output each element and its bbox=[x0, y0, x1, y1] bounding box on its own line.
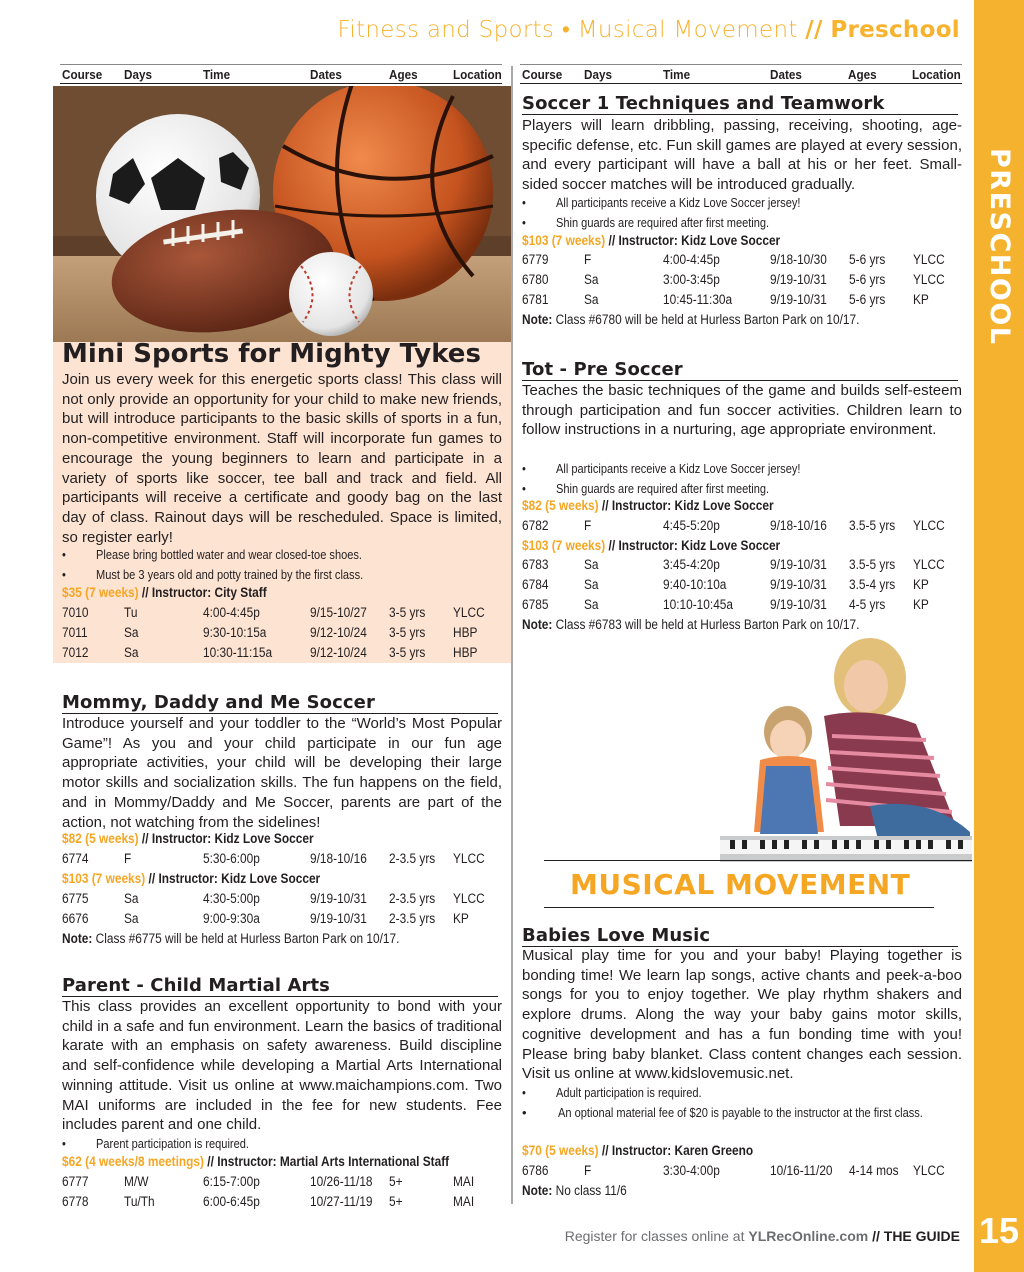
col-days: Days bbox=[124, 67, 152, 82]
soccer1-bullet: • Shin guards are required after first meeting. bbox=[522, 215, 770, 230]
tot-soccer-description: Teaches the basic techniques of the game and builds self-esteem through participation and fun soccer activities. Children learn to follow instructions in a nurturing, age appropriate environment. bbox=[522, 382, 962, 439]
column-divider bbox=[511, 66, 513, 1204]
page-header bbox=[338, 16, 960, 43]
babies-music-description: Musical play time for you and your baby! Playing together is bonding time! We learn lap songs, active chants and peek-a-boo songs for you to enjoy together. We play rhythm shakers and explore drums. Along the way your baby gains motor skills, cognitive development and has a fun bonding time with you! Please bring baby blanket. Class content changes each session. Visit us online at www.kidslovemusic.net. bbox=[522, 947, 962, 1083]
col-location: Location bbox=[453, 67, 502, 82]
page-footer bbox=[565, 1228, 960, 1244]
table-row: 6782 F 4:45-5:20p 9/18-10/16 3.5-5 yrs YLCC bbox=[522, 518, 945, 533]
price: $35 (7 weeks) bbox=[62, 585, 139, 600]
babies-music-note: Note: No class 11/6 bbox=[522, 1183, 627, 1198]
table-row: 7012 Sa 10:30-11:15a 9/12-10/24 3-5 yrs HBP bbox=[62, 645, 478, 660]
instructor: // Instructor: Kidz Love Soccer bbox=[601, 498, 774, 513]
header-preschool: Preschool bbox=[830, 17, 960, 43]
table-row: 6781 Sa 10:45-11:30a 9/19-10/31 5-6 yrs KP bbox=[522, 292, 929, 307]
mini-sports-price-line bbox=[62, 585, 267, 600]
table-row: 7010 Tu 4:00-4:45p 9/15-10/27 3-5 yrs YLCC bbox=[62, 605, 485, 620]
musical-rule-bottom bbox=[544, 907, 934, 908]
price: $70 (5 weeks) bbox=[522, 1143, 599, 1158]
col-dates: Dates bbox=[310, 67, 342, 82]
col-ages: Ages bbox=[848, 67, 877, 82]
instructor: // Instructor: Kidz Love Soccer bbox=[141, 831, 314, 846]
footer-website-link[interactable]: YLRecOnline.com bbox=[748, 1228, 869, 1244]
side-tab-label: PRESCHOOL bbox=[984, 148, 1015, 346]
tot-soccer-price-line bbox=[522, 538, 780, 553]
price: $103 (7 weeks) bbox=[522, 233, 606, 248]
side-tab bbox=[974, 0, 1024, 1205]
mommy-daddy-price-line bbox=[62, 871, 320, 886]
martial-arts-description: This class provides an excellent opportunity to bond with your child in a safe and fun environment. Learn the basics of traditional karate with an emphasis on safety awareness. Build discipline and self-confidence while developing a Martial Arts International winning attitude. Visit us online at www.maichampions.com. Two MAI uniforms are included in the fee for new students. Fee includes parent and one child. bbox=[62, 998, 502, 1134]
header-sections: Fitness and Sports • Musical Movement bbox=[337, 17, 798, 43]
col-course: Course bbox=[62, 67, 103, 82]
mother-child-keyboard-photo bbox=[720, 636, 972, 862]
table-row: 6784 Sa 9:40-10:10a 9/19-10/31 3.5-4 yrs KP bbox=[522, 577, 929, 592]
instructor: // Instructor: Karen Greeno bbox=[601, 1143, 754, 1158]
table-row: 6786 F 3:30-4:00p 10/16-11/20 4-14 mos YLCC bbox=[522, 1163, 945, 1178]
mini-sports-bullet: • Must be 3 years old and potty trained by the first class. bbox=[62, 567, 364, 582]
col-dates: Dates bbox=[770, 67, 802, 82]
mother-child-illustration bbox=[720, 636, 972, 862]
left-column-header bbox=[60, 64, 502, 84]
footer-guide: // THE GUIDE bbox=[872, 1228, 960, 1244]
babies-music-price-line bbox=[522, 1143, 753, 1158]
instructor: // Instructor: Kidz Love Soccer bbox=[148, 871, 321, 886]
table-row: 6785 Sa 10:10-10:45a 9/19-10/31 4-5 yrs KP bbox=[522, 597, 929, 612]
table-row: 7011 Sa 9:30-10:15a 9/12-10/24 3-5 yrs HBP bbox=[62, 625, 478, 640]
table-row: 6783 Sa 3:45-4:20p 9/19-10/31 3.5-5 yrs YLCC bbox=[522, 557, 945, 572]
mini-sports-description: Join us every week for this energetic sports class! This class will not only provide an opportunity for your child to make new friends, but will introduce participants to the basic skills of sports in a fun, non-competitive environment. Staff will incorporate fun games to encourage the young beginners to learn and participate in a variety of sports like soccer, tee ball and track and field. All participants will receive a certificate and goody bag on the last day of class. Rainout days will be rescheduled. Space is limited, so register early! bbox=[62, 371, 502, 546]
mommy-daddy-title: Mommy, Daddy and Me Soccer bbox=[62, 692, 498, 714]
tot-soccer-bullet: • Shin guards are required after first meeting. bbox=[522, 481, 770, 496]
soccer1-description: Players will learn dribbling, passing, receiving, shooting, age-specific defense, etc. Fun skill games are played at every session, and every participant will have a ball at his or her feet. Small-sided soccer matches will be introduced gradually. bbox=[522, 117, 962, 194]
mommy-daddy-description: Introduce yourself and your toddler to the “World’s Most Popular Game”! As you and your child participate in our fun age appropriate activities, your child will be developing their large motor skills and socialization skills. The fun happens on the field, and in Mommy/Daddy and Me Soccer, parents are part of the action, not watching from the sidelines! bbox=[62, 715, 502, 831]
right-column-header bbox=[520, 64, 962, 84]
col-time: Time bbox=[663, 67, 691, 82]
sports-balls-photo bbox=[53, 86, 511, 342]
instructor: // Instructor: Martial Arts International Staff bbox=[207, 1154, 450, 1169]
price: $62 (4 weeks/8 meetings) bbox=[62, 1154, 204, 1169]
page-number: 15 bbox=[978, 1210, 1020, 1251]
price: $103 (7 weeks) bbox=[522, 538, 606, 553]
table-row: 6774 F 5:30-6:00p 9/18-10/16 2-3.5 yrs YLCC bbox=[62, 851, 485, 866]
col-ages: Ages bbox=[389, 67, 418, 82]
table-row: 6775 Sa 4:30-5:00p 9/19-10/31 2-3.5 yrs YLCC bbox=[62, 891, 485, 906]
musical-movement-heading: MUSICAL MOVEMENT bbox=[570, 868, 911, 901]
price: $82 (5 weeks) bbox=[62, 831, 139, 846]
mini-sports-title: Mini Sports for Mighty Tykes bbox=[62, 339, 481, 369]
instructor: // Instructor: Kidz Love Soccer bbox=[608, 233, 781, 248]
col-days: Days bbox=[584, 67, 612, 82]
soccer1-bullet: • All participants receive a Kidz Love Soccer jersey! bbox=[522, 195, 801, 210]
header-slashes: // bbox=[805, 17, 823, 43]
col-location: Location bbox=[912, 67, 961, 82]
price: $82 (5 weeks) bbox=[522, 498, 599, 513]
musical-rule-top bbox=[544, 860, 972, 861]
table-row: 6780 Sa 3:00-3:45p 9/19-10/31 5-6 yrs YLCC bbox=[522, 272, 945, 287]
sports-balls-illustration bbox=[53, 86, 511, 342]
table-row: 6779 F 4:00-4:45p 9/18-10/30 5-6 yrs YLCC bbox=[522, 252, 945, 267]
table-row: 6777 M/W 6:15-7:00p 10/26-11/18 5+ MAI bbox=[62, 1174, 475, 1189]
price: $103 (7 weeks) bbox=[62, 871, 146, 886]
mommy-daddy-price-line bbox=[62, 831, 314, 846]
soccer1-title: Soccer 1 Techniques and Teamwork bbox=[522, 93, 958, 115]
mommy-daddy-note: Note: Class #6775 will be held at Hurless Barton Park on 10/17. bbox=[62, 931, 400, 946]
instructor: // Instructor: City Staff bbox=[141, 585, 267, 600]
footer-prefix: Register for classes online at bbox=[564, 1228, 745, 1244]
table-row: 6778 Tu/Th 6:00-6:45p 10/27-11/19 5+ MAI bbox=[62, 1194, 475, 1209]
mini-sports-bullet: • Please bring bottled water and wear closed-toe shoes. bbox=[62, 547, 362, 562]
tot-soccer-bullet: • All participants receive a Kidz Love Soccer jersey! bbox=[522, 461, 801, 476]
martial-arts-price-line bbox=[62, 1154, 449, 1169]
babies-music-title: Babies Love Music bbox=[522, 925, 958, 947]
martial-arts-title: Parent - Child Martial Arts bbox=[62, 975, 498, 997]
tot-soccer-note: Note: Class #6783 will be held at Hurless Barton Park on 10/17. bbox=[522, 617, 860, 632]
col-time: Time bbox=[203, 67, 231, 82]
tot-soccer-title: Tot - Pre Soccer bbox=[522, 359, 958, 381]
martial-arts-bullet: • Parent participation is required. bbox=[62, 1136, 249, 1151]
soccer1-price-line bbox=[522, 233, 780, 248]
table-row: 6676 Sa 9:00-9:30a 9/19-10/31 2-3.5 yrs KP bbox=[62, 911, 469, 926]
instructor: // Instructor: Kidz Love Soccer bbox=[608, 538, 781, 553]
tot-soccer-price-line bbox=[522, 498, 774, 513]
babies-music-bullet: • Adult participation is required. bbox=[522, 1085, 702, 1100]
soccer1-note: Note: Class #6780 will be held at Hurless Barton Park on 10/17. bbox=[522, 312, 860, 327]
col-course: Course bbox=[522, 67, 563, 82]
